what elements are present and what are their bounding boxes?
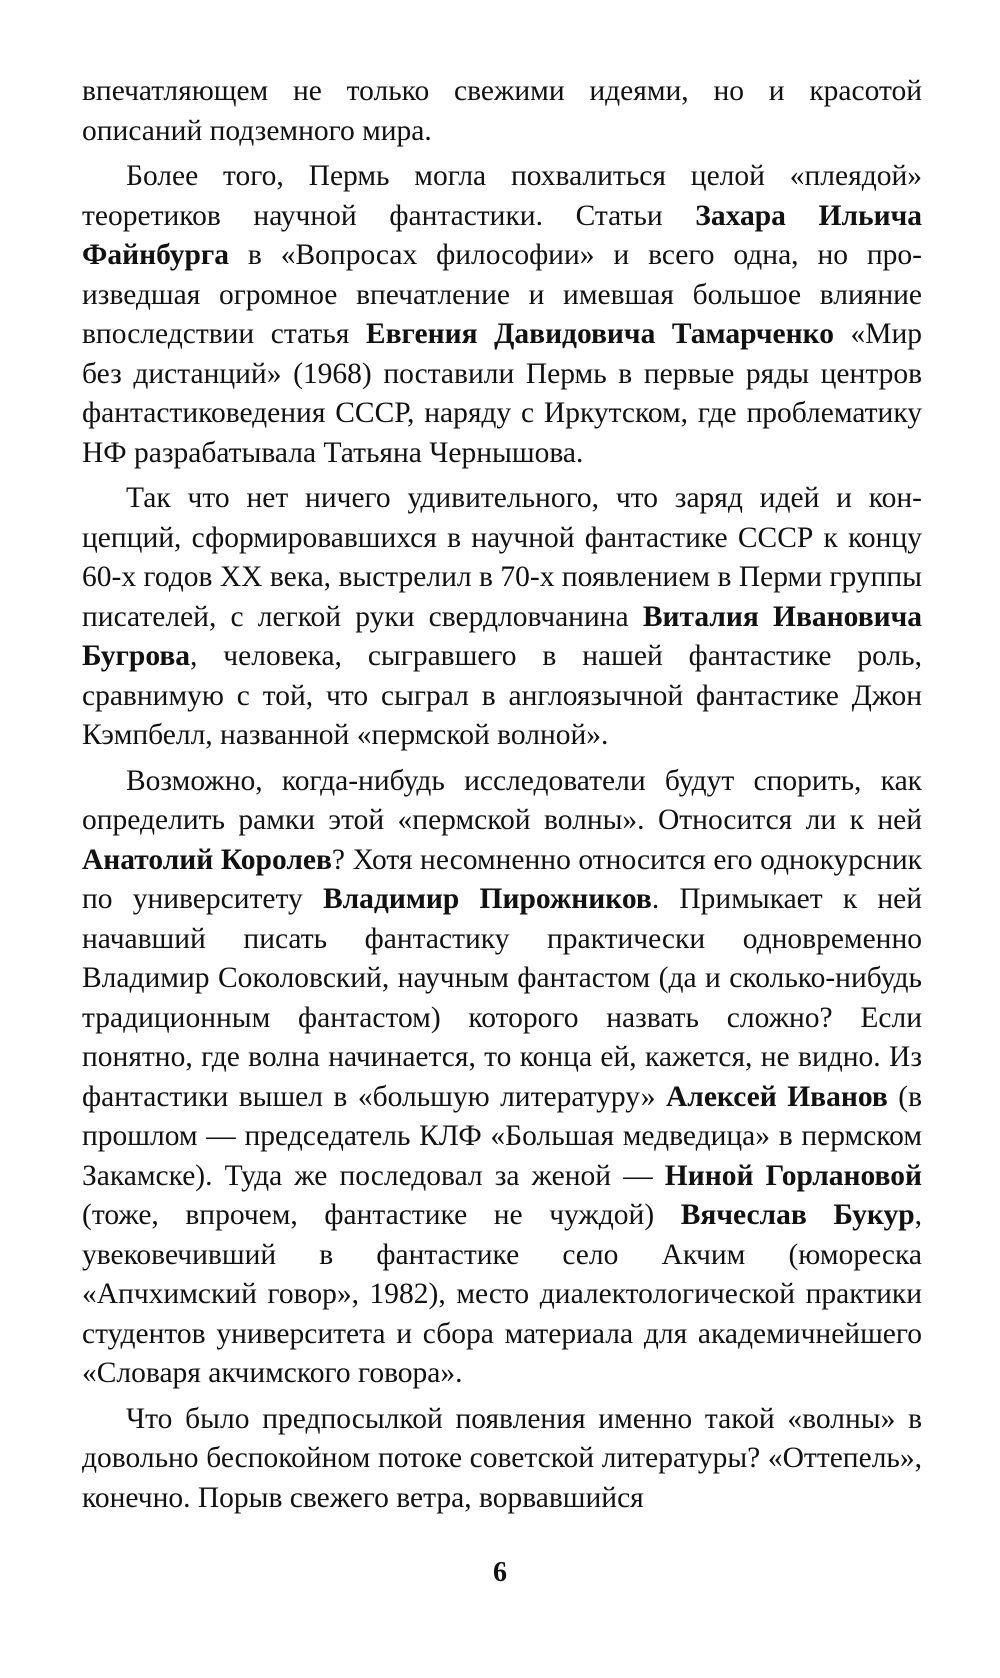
text-segment: . Примыкает к ней начавший писать фантастику практически одновременно Владимир Соколовский, научным фантастом (да и сколько-нибудь традиционным фантастом) которого назвать сложно? Если понятно, где волна начинается, то конца ей, кажется, не видно. Из фантастики вышел в «большую литературу» [82, 883, 922, 1113]
text-segment: , увековечивший в фантастике село Акчим (юмореска «Апчхимский говор», 1982), место диалектологической практики студентов университета и сбора материала для академичнейшего «Словаря акчимского говора». [82, 1199, 922, 1389]
body-text [82, 72, 922, 1524]
text-segment: , человека, сыгравшего в нашей фантастике роль, сравнимую с той, что сыграл в англоязычной фантастике Джон Кэмпбелл, названной «пермской волной». [82, 640, 922, 751]
author-name: Евгения Давидовича Тамарченко [365, 318, 834, 350]
author-name: Ниной Горлановой [664, 1159, 922, 1192]
text-segment: Что было предпосылкой появления именно такой «волны» в довольно беспокойном потоке советской литературы? «Оттепель», конечно. Порыв свежего ветра, ворвавшийся [82, 1402, 922, 1514]
author-name: Виталия Ивановича Бугрова [82, 600, 923, 672]
text-segment: Более того, Пермь могла похвалиться целой «плеядой» теоретиков научной фантастики. Статьи [82, 160, 922, 232]
text-segment: ? Хотя несомненно относится его однокурсник по университету [82, 843, 922, 915]
text-segment: (тоже, впрочем, фантастике не чуждой) [82, 1199, 681, 1231]
text-segment: Так что нет ничего удивительного, что заряд идей и концепций, сформировавшихся в научной фантастике СССР к концу 60-х годов XX века, выстрелил в 70-х появлением в Перми группы писателей, с легкой руки свердловчанина [82, 482, 922, 633]
author-name: Алексей Иванов [665, 1080, 888, 1113]
text-segment: (в прошлом — председатель КЛФ «Большая медведица» в пермском Закамске). Туда же последовал за женой — [82, 1080, 922, 1192]
paragraph [82, 1400, 922, 1519]
page-number: 6 [493, 1557, 507, 1588]
text-segment: в «Вопросах философии» и всего одна, но произведшая огромное впечатление и имевшая большое влияние впоследствии статья [82, 239, 922, 350]
paragraph [82, 157, 922, 473]
text-segment: Возможно, когда-нибудь исследователи будут спорить, как определить рамки этой «пермской волны». Относится ли к ней [82, 764, 922, 836]
author-name: Владимир Пирожников [322, 883, 652, 915]
text-segment: «Мир без дистанций» (1968) поставили Пермь в первые ряды центров фантастиковедения СССР, наряду с Иркутском, где проблематику НФ разрабатывала Татьяна Чернышова. [82, 318, 923, 469]
author-name: Вячеслав Букур [680, 1199, 915, 1231]
author-name: Захара Ильича Файнбурга [82, 199, 922, 271]
text-segment: впечатляющем не только свежими идеями, но и красотой описаний подземного мира. [82, 75, 922, 147]
paragraph [82, 72, 922, 151]
paragraph [82, 479, 922, 756]
paragraph [82, 762, 922, 1394]
author-name: Анатолий Королев [82, 843, 332, 876]
